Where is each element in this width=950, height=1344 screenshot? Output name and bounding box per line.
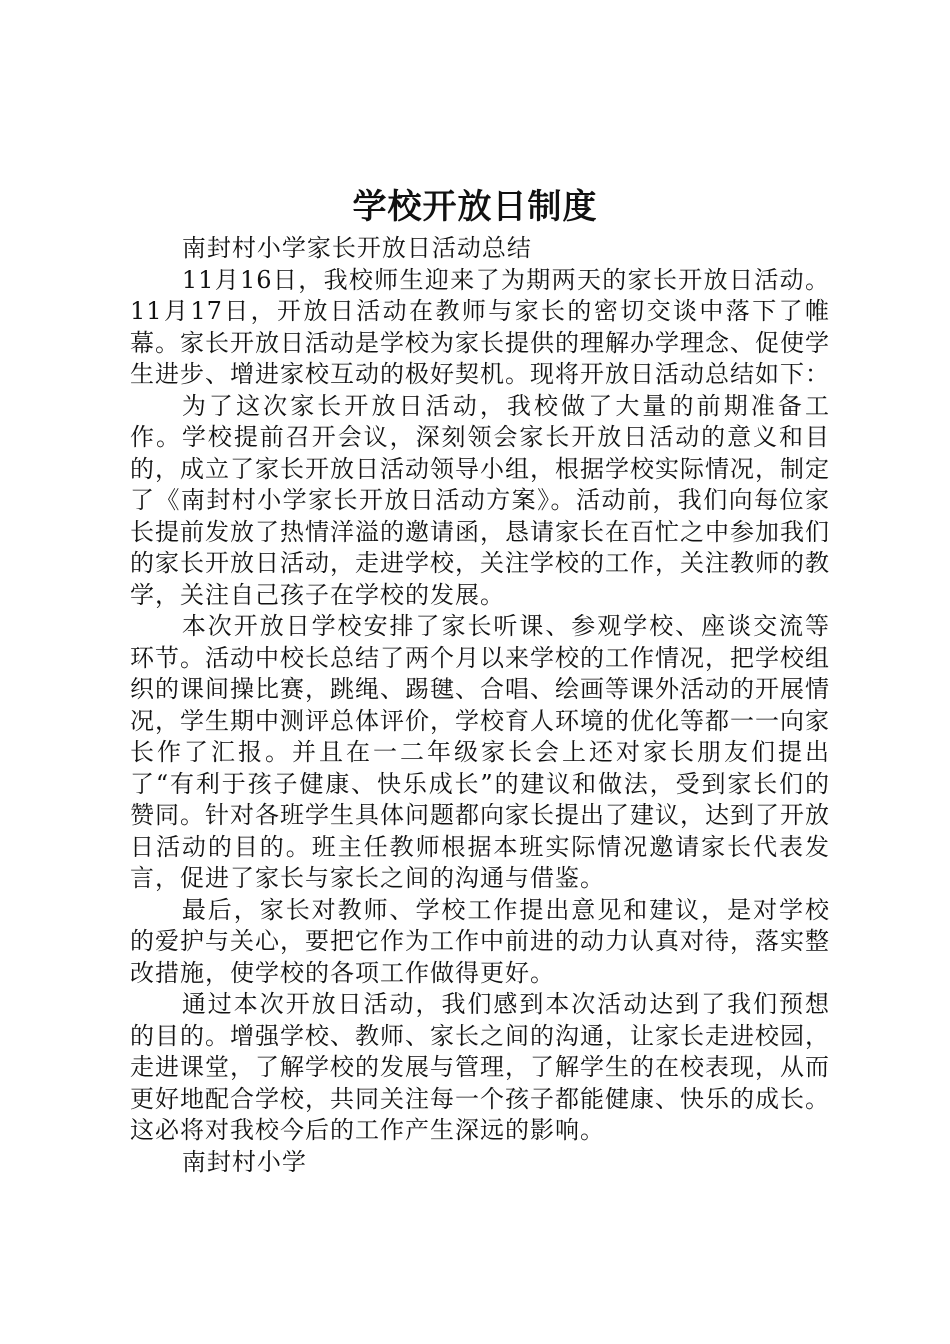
body-paragraph: 11月16日，我校师生迎来了为期两天的家长开放日活动。11月17日，开放日活动在教师与家长的密切交谈中落下了帷幕。家长开放日活动是学校为家长提供的理解办学理念、促使学生进步、增进家校互动的极好契机。现将开放日活动总结如下： [130,265,830,388]
subtitle-paragraph: 南封村小学家长开放日活动总结 [181,234,532,262]
document-title: 学校开放日制度 [352,187,598,227]
body-paragraph: 本次开放日学校安排了家长听课、参观学校、座谈交流等环节。活动中校长总结了两个月以来学校的工作情况，把学校组织的课间操比赛，跳绳、踢毽、合唱、绘画等课外活动的开展情况，学生期中测评总体评价，学校育人环境的优化等都一一向家长作了汇报。并且在一二年级家长会上还对家长朋友们提出了“有利于孩子健康、快乐成长”的建议和做法，受到家长们的赞同。针对各班学生具体问题都向家长提出了建议，达到了开放日活动的目的。班主任教师根据本班实际情况邀请家长代表发言，促进了家长与家长之间的沟通与借鉴。 [130,612,830,892]
signature-line: 南封村小学 [181,1147,307,1176]
body-paragraph: 最后，家长对教师、学校工作提出意见和建议，是对学校的爱护与关心，要把它作为工作中前进的动力认真对待，落实整改措施，使学校的各项工作做得更好。 [130,895,830,987]
body-paragraph: 通过本次开放日活动，我们感到本次活动达到了我们预想的目的。增强学校、教师、家长之间的沟通，让家长走进校园，走进课堂，了解学校的发展与管理，了解学生的在校表现，从而更好地配合学校，共同关注每一个孩子都能健康、快乐的成长。这必将对我校今后的工作产生深远的影响。 [130,990,830,1144]
document-body [130,233,830,1178]
body-paragraph: 为了这次家长开放日活动，我校做了大量的前期准备工作。学校提前召开会议，深刻领会家长开放日活动的意义和目的，成立了家长开放日活动领导小组，根据学校实际情况，制定了《南封村小学家长开放日活动方案》。活动前，我们向每位家长提前发放了热情洋溢的邀请函，恳请家长在百忙之中参加我们的家长开放日活动，走进学校，关注学校的工作，关注教师的教学，关注自己孩子在学校的发展。 [130,391,830,609]
